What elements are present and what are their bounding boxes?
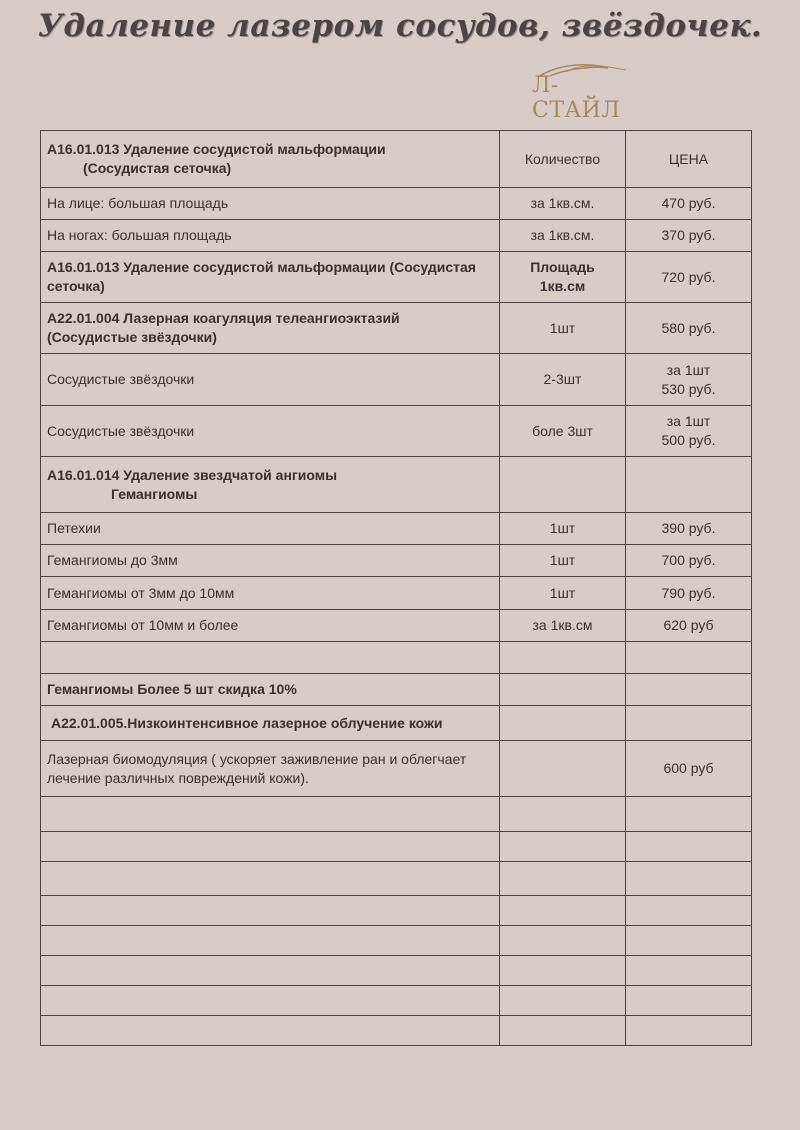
empty-cell <box>626 706 752 741</box>
empty-cell <box>500 706 626 741</box>
service-price: 720 руб. <box>626 252 752 303</box>
table-row <box>41 674 752 706</box>
service-name: Гемангиомы до 3мм <box>41 545 500 577</box>
service-price: 790 руб. <box>626 577 752 610</box>
empty-cell <box>500 741 626 797</box>
service-qty: за 1кв.см. <box>500 188 626 220</box>
discount-note: Гемангиомы Более 5 шт скидка 10% <box>41 674 500 706</box>
table-row <box>41 741 752 797</box>
service-qty-line1: Площадь <box>530 259 595 275</box>
header-service-subtitle: (Сосудистая сеточка) <box>83 160 232 176</box>
service-name: А22.01.004 Лазерная коагуляция телеангиоэктазий (Сосудистые звёздочки) <box>41 303 500 354</box>
service-qty: 1шт <box>500 513 626 545</box>
service-name: На ногах: большая площадь <box>41 220 500 252</box>
service-price-line2: 530 руб. <box>661 380 716 397</box>
table-row <box>41 303 752 354</box>
empty-row <box>41 956 752 986</box>
empty-row <box>41 926 752 956</box>
empty-row <box>41 642 752 674</box>
empty-cell <box>500 674 626 706</box>
service-price: 620 руб <box>626 610 752 642</box>
page-title: Удаление лазером сосудов, звёздочек. <box>37 8 763 44</box>
table-row <box>41 545 752 577</box>
empty-row <box>41 832 752 862</box>
service-name: Сосудистые звёздочки <box>41 406 500 457</box>
service-name: Гемангиомы от 3мм до 10мм <box>41 577 500 610</box>
service-price <box>626 406 752 457</box>
section-title: А22.01.005.Низкоинтенсивное лазерное облучение кожи <box>41 706 500 741</box>
header-service-code: А16.01.013 Удаление сосудистой мальформации <box>47 141 386 157</box>
table-row <box>41 513 752 545</box>
service-price-line1: за 1шт <box>666 361 711 378</box>
table-header-row <box>41 131 752 188</box>
service-price-line2: 500 руб. <box>661 432 716 448</box>
service-qty <box>500 252 626 303</box>
service-name: Гемангиомы от 10мм и более <box>41 610 500 642</box>
service-qty: боле 3шт <box>500 406 626 457</box>
service-qty: за 1кв.см. <box>500 220 626 252</box>
table-row <box>41 252 752 303</box>
service-price: 390 руб. <box>626 513 752 545</box>
service-price <box>626 354 752 406</box>
service-price: 470 руб. <box>626 188 752 220</box>
table-row <box>41 406 752 457</box>
service-qty: 1шт <box>500 303 626 354</box>
service-qty: 1шт <box>500 577 626 610</box>
section-title <box>41 457 500 513</box>
brand-logo <box>528 60 644 123</box>
table-row <box>41 354 752 406</box>
service-qty: 2-3шт <box>500 354 626 406</box>
empty-row <box>41 862 752 896</box>
section-title-line2: Гемангиомы <box>111 485 198 502</box>
service-price-line1: за 1шт <box>666 413 711 429</box>
empty-cell <box>500 457 626 513</box>
table-row <box>41 220 752 252</box>
service-qty: 1шт <box>500 545 626 577</box>
empty-row <box>41 797 752 832</box>
table-row <box>41 610 752 642</box>
service-price: 370 руб. <box>626 220 752 252</box>
header-qty-cell: Количество <box>500 131 626 188</box>
service-qty: за 1кв.см <box>500 610 626 642</box>
empty-row <box>41 896 752 926</box>
service-qty-line2: 1кв.см <box>539 278 586 294</box>
empty-row <box>41 986 752 1016</box>
empty-row <box>41 1016 752 1046</box>
price-table <box>40 130 752 1046</box>
service-name: Лазерная биомодуляция ( ускоряет заживление ран и облегчает лечение различных повреждений кожи). <box>41 741 500 797</box>
service-price: 700 руб. <box>626 545 752 577</box>
section-title-line1: А16.01.014 Удаление звездчатой ангиомы <box>47 466 338 483</box>
section-row <box>41 706 752 741</box>
service-name: Сосудистые звёздочки <box>41 354 500 406</box>
empty-cell <box>626 457 752 513</box>
service-price: 600 руб <box>626 741 752 797</box>
service-name: А16.01.013 Удаление сосудистой мальформации (Сосудистая сеточка) <box>41 252 500 303</box>
table-row <box>41 188 752 220</box>
header-service-cell <box>41 131 500 188</box>
service-price: 580 руб. <box>626 303 752 354</box>
empty-cell <box>626 674 752 706</box>
service-name: На лице: большая площадь <box>41 188 500 220</box>
logo-text: Л-СТАЙЛ <box>532 73 621 123</box>
service-name: Петехии <box>41 513 500 545</box>
section-row <box>41 457 752 513</box>
header-price-cell: ЦЕНА <box>626 131 752 188</box>
table-row <box>41 577 752 610</box>
